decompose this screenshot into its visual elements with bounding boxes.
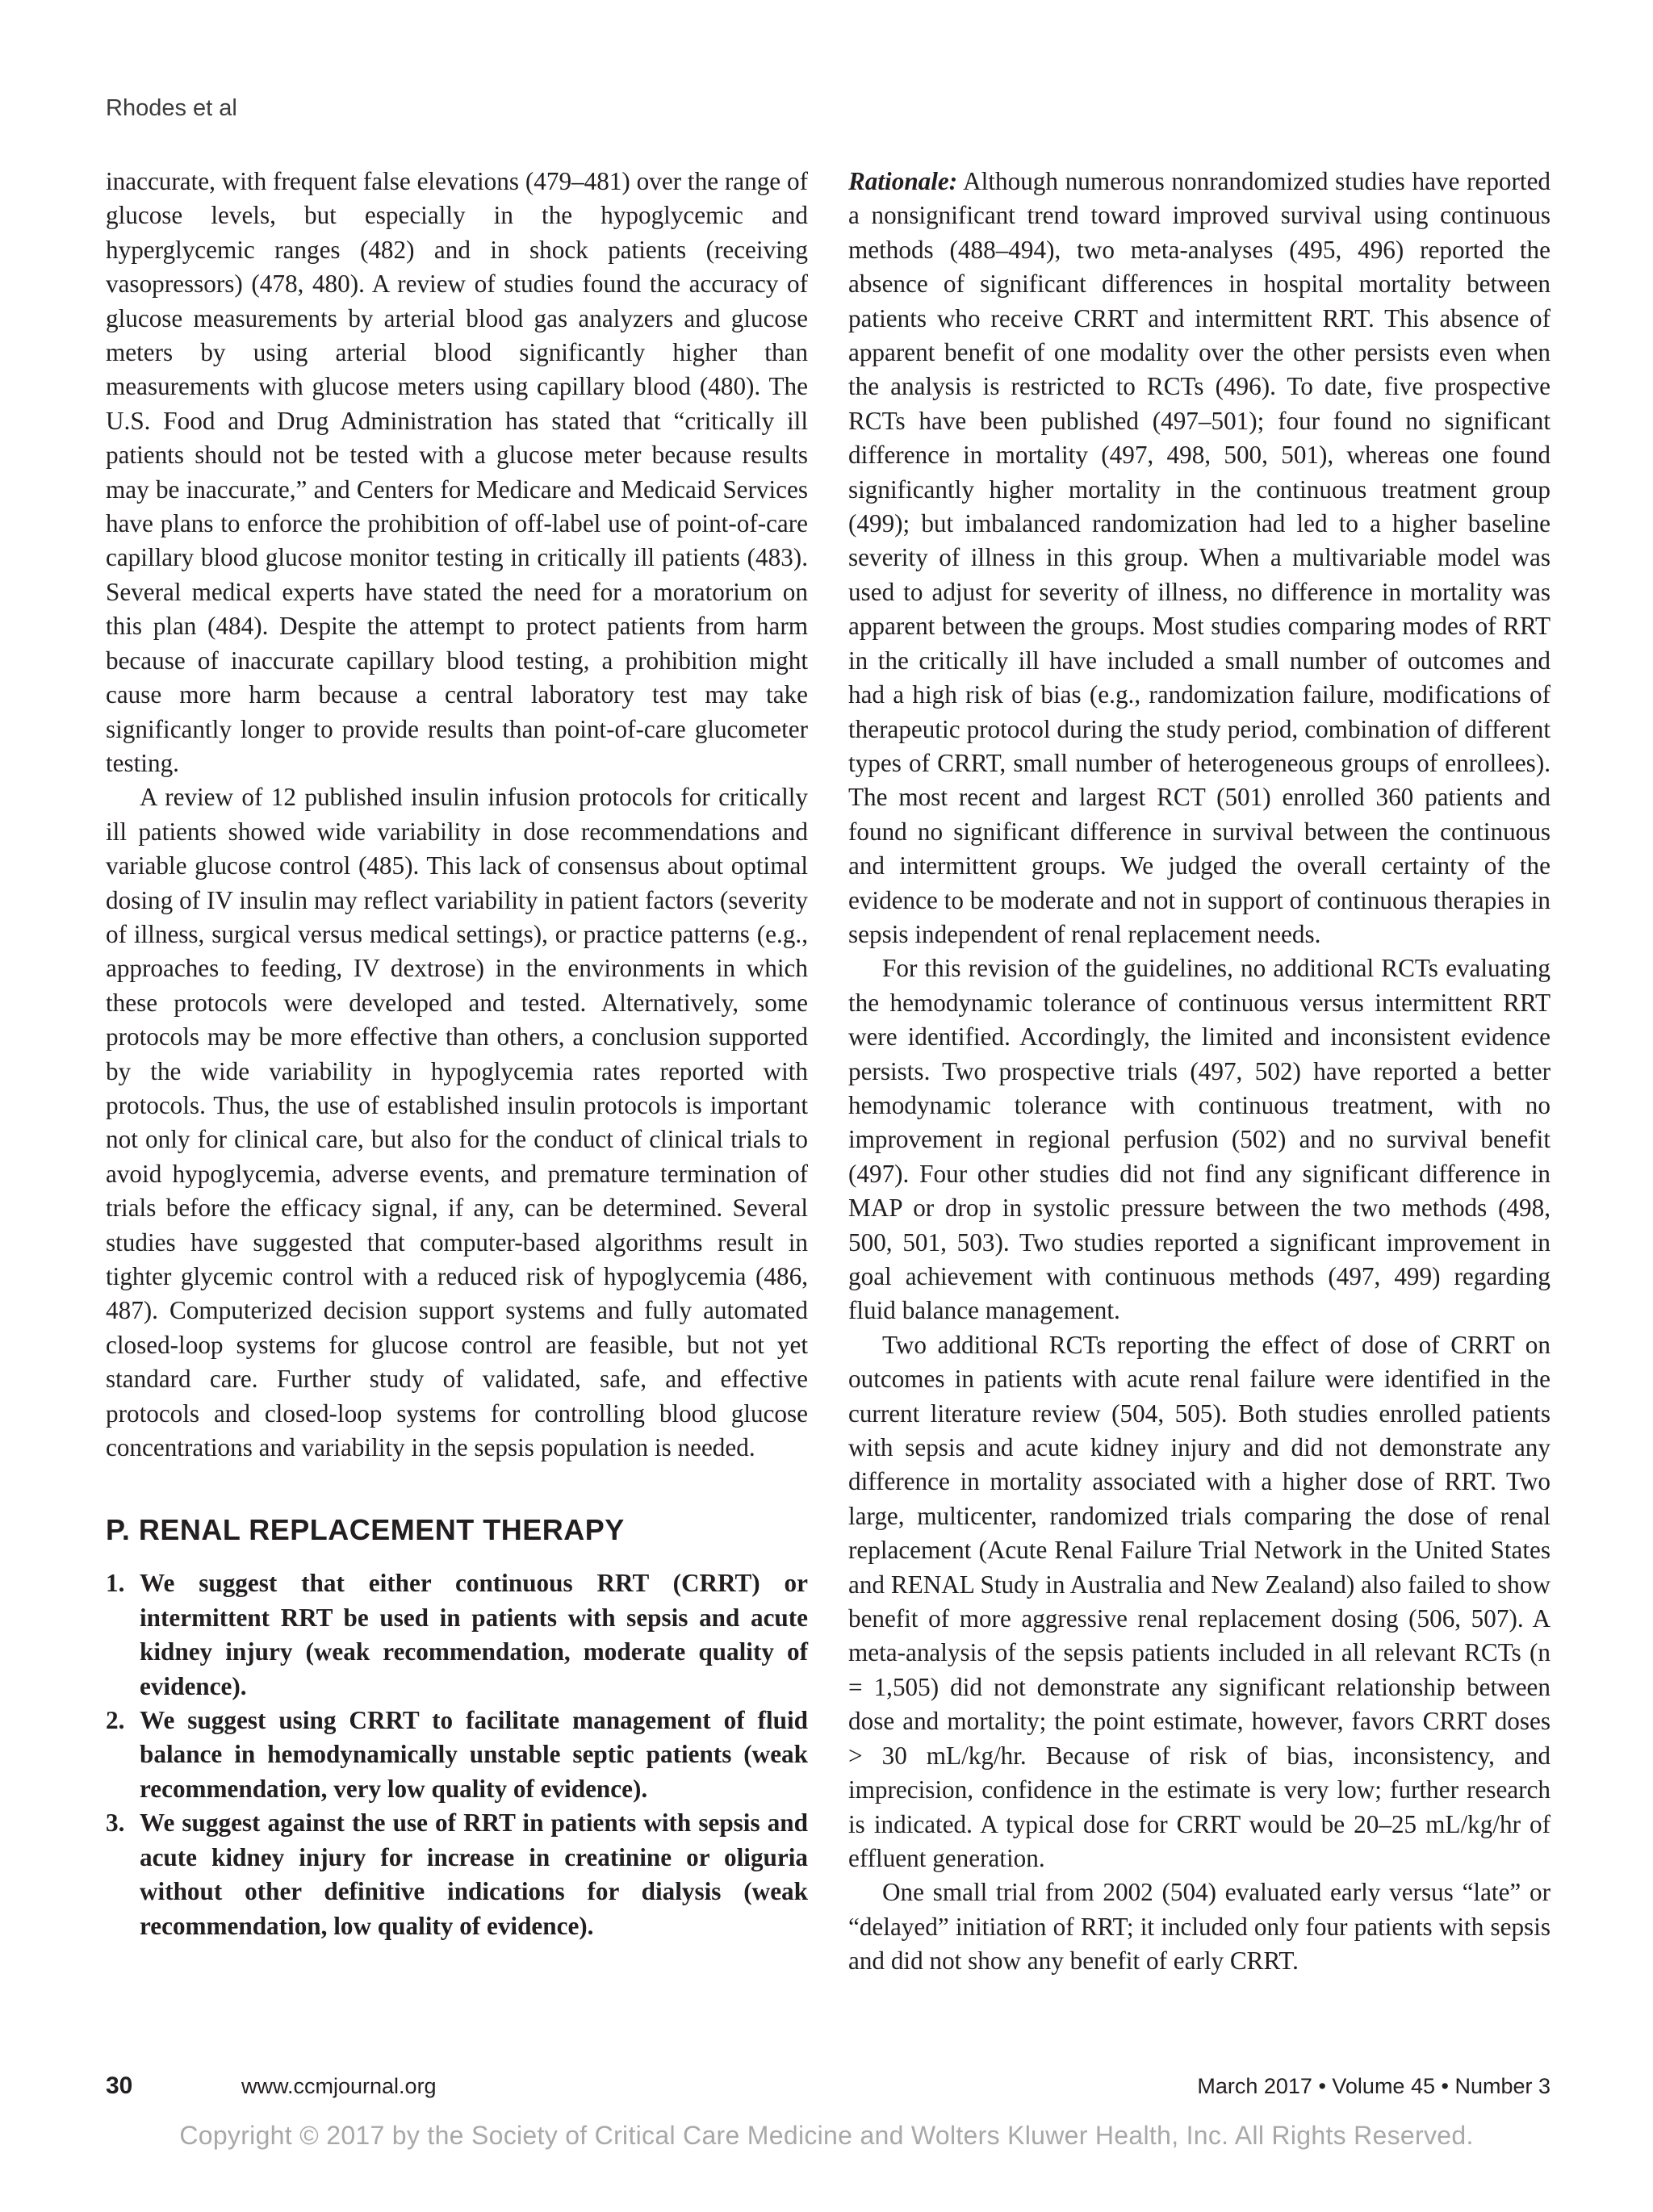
recommendation-item [106,1566,808,1704]
right-column [848,165,1550,1979]
left-column [106,165,808,1943]
recommendation-text: We suggest that either continuous RRT (CRRT) or intermittent RRT be used in patients with sepsis and acute kidney injury (weak recommendation, moderate quality of evidence). [140,1569,808,1700]
rationale-text: Although numerous nonrandomized studies have reported a nonsignificant trend toward improved survival using continuous methods (488–494), two meta-analyses (495, 496) reported the absence of significant differences in hospital mortality between patients who receive CRRT and intermittent RRT. This absence of apparent benefit of one modality over the other persists even when the analysis is restricted to RCTs (496). To date, five prospective RCTs have been published (497–501); four found no significant difference in mortality (497, 498, 500, 501), whereas one found significantly higher mortality in the continuous treatment group (499); but imbalanced randomization had led to a higher baseline severity of illness in this group. When a multivariable model was used to adjust for severity of illness, no difference in mortality was apparent between the groups. Most studies comparing modes of RRT in the critically ill have included a small number of outcomes and had a high risk of bias (e.g., randomization failure, modifications of therapeutic protocol during the study period, combination of different types of CRRT, small number of heterogeneous groups of enrollees). The most recent and largest RCT (501) enrolled 360 patients and found no significant difference in survival between the continuous and intermittent groups. We judged the overall certainty of the evidence to be moderate and not in support of continuous therapies in sepsis independent of renal replacement needs. [848,167,1550,948]
recommendation-item [106,1806,808,1943]
running-head: Rhodes et al [106,95,237,121]
recommendation-text: We suggest using CRRT to facilitate management of fluid balance in hemodynamically unstable septic patients (weak recommendation, very low quality of evidence). [140,1706,808,1803]
journal-url[interactable]: www.ccmjournal.org [241,2074,437,2098]
body-paragraph: For this revision of the guidelines, no additional RCTs evaluating the hemodynamic tolerance of continuous versus intermittent RRT were identified. Accordingly, the limited and inconsistent evidence persists. Two prospective trials (497, 502) have reported a better hemodynamic tolerance with continuous treatment, with no improvement in regional perfusion (502) and no survival benefit (497). Four other studies did not find any significant difference in MAP or drop in systolic pressure between the two methods (498, 500, 501, 503). Two studies reported a significant improvement in goal achievement with continuous methods (497, 499) regarding fluid balance management. [848,954,1550,1325]
body-paragraph: Two additional RCTs reporting the effect of dose of CRRT on outcomes in patients with acute renal failure were identified in the current literature review (504, 505). Both studies enrolled patients with sepsis and acute kidney injury and did not demonstrate any difference in mortality associated with a higher dose of RRT. Two large, multicenter, randomized trials comparing the dose of renal replacement (Acute Renal Failure Trial Network in the United States and RENAL Study in Australia and New Zealand) also failed to show benefit of more aggressive renal replacement dosing (506, 507). A meta-analysis of the sepsis patients included in all relevant RCTs (n = 1,505) did not demonstrate any significant relationship between dose and mortality; the point estimate, however, favors CRRT doses > 30 mL/kg/hr. Because of risk of bias, inconsistency, and imprecision, confidence in the estimate is very low; further research is indicated. A typical dose for CRRT would be 20–25 mL/kg/hr of effluent generation. [848,1330,1550,1872]
page-footer [106,2072,1550,2105]
copyright-notice: Copyright © 2017 by the Society of Critical Care Medicine and Wolters Kluwer Health, Inc. All Rights Reserved. [179,2121,1474,2150]
recommendation-number: 3. [106,1808,125,1838]
issue-info: March 2017 • Volume 45 • Number 3 [1197,2074,1550,2098]
page-number: 30 [106,2072,133,2099]
recommendation-number: 2. [106,1706,125,1735]
body-paragraph: One small trial from 2002 (504) evaluated early versus “late” or “delayed” initiation of RRT; it included only four patients with sepsis and did not show any benefit of early CRRT. [848,1878,1550,1976]
recommendation-text: We suggest against the use of RRT in patients with sepsis and acute kidney injury for increase in creatinine or oliguria without other definitive indications for dialysis (weak recommendation, low quality of evidence). [140,1808,808,1940]
recommendation-number: 1. [106,1569,125,1598]
section-heading: P. RENAL REPLACEMENT THERAPY [106,1513,625,1547]
body-paragraph: A review of 12 published insulin infusion protocols for critically ill patients showed wide variability in dose recommendations and variable glucose control (485). This lack of consensus about optimal dosing of IV insulin may reflect variability in patient factors (severity of illness, surgical versus medical settings), or practice patterns (e.g., approaches to feeding, IV dextrose) in the environments in which these protocols were developed and tested. Alternatively, some protocols may be more effective than others, a conclusion supported by the wide variability in hypoglycemia rates reported with protocols. Thus, the use of established insulin protocols is important not only for clinical care, but also for the conduct of clinical trials to avoid hypoglycemia, adverse events, and premature termination of trials before the efficacy signal, if any, can be determined. Several studies have suggested that computer-based algorithms result in tighter glycemic control with a reduced risk of hypoglycemia (486, 487). Computerized decision support systems and fully automated closed-loop systems for glucose control are feasible, but not yet standard care. Further study of validated, safe, and effective protocols and closed-loop systems for controlling blood glucose concentrations and variability in the sepsis population is needed. [106,783,808,1462]
recommendation-item [106,1704,808,1806]
recommendation-list [106,1566,808,1942]
body-paragraph: inaccurate, with frequent false elevations (479–481) over the range of glucose levels, but especially in the hypoglycemic and hyperglycemic ranges (482) and in shock patients (receiving vasopressors) (478, 480). A review of studies found the accuracy of glucose measurements by arterial blood gas analyzers and glucose meters by using arterial blood significantly higher than measurements with glucose meters using capillary blood (480). The U.S. Food and Drug Administration has stated that “critically ill patients should not be tested with a glucose meter because results may be inaccurate,” and Centers for Medicare and Medicaid Services have plans to enforce the prohibition of off-label use of point-of-care capillary blood glucose monitor testing in critically ill patients (483). Several medical experts have stated the need for a moratorium on this plan (484). Despite the attempt to protect patients from harm because of inaccurate capillary blood testing, a prohibition might cause more harm because a central laboratory test may take significantly longer to provide results than point-of-care glucometer testing. [106,167,808,777]
rationale-paragraph [848,165,1550,951]
rationale-label: Rationale: [848,167,958,195]
